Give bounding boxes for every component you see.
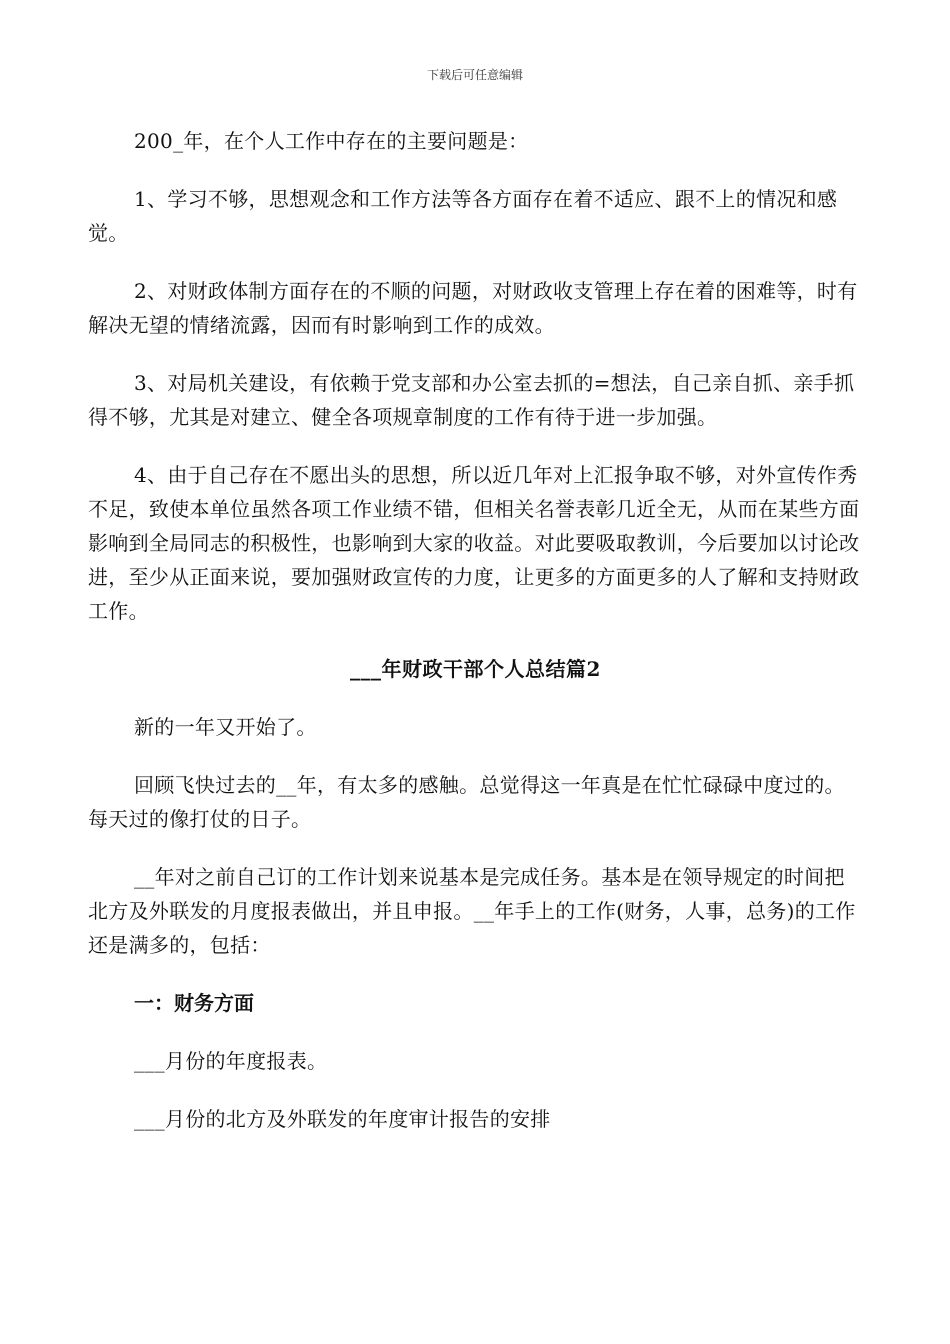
problem-paragraph-4: 4、由于自己存在不愿出头的思想，所以近几年对上汇报争取不够，对外宣传作秀不足，致使本单位虽然各项工作业绩不错，但相关名誉表彰几近全无，从而在某些方面影响到全局同志的积极性，也影响到大家的收益。对此要吸取教训，今后要加以讨论改进，至少从正面来说，要加强财政宣传的力度，让更多的方面更多的人了解和支持财政工作。: [88, 463, 860, 623]
section-paragraph-3: __年对之前自己订的工作计划来说基本是完成任务。基本是在领导规定的时间把北方及外联发的月度报表做出，并且申报。__年手上的工作(财务，人事，总务)的工作还是满多的，包括：: [88, 865, 856, 957]
header-note: 下载后可任意编辑: [426, 68, 523, 82]
problem-paragraph-3: 3、对局机关建设，有依赖于党支部和办公室去抓的=想法，自己亲自抓、亲手抓得不够，尤其是对建立、健全各项规章制度的工作有待于进一步加强。: [88, 371, 855, 429]
document-body: [88, 124, 863, 1160]
intro-paragraph: 200_年，在个人工作中存在的主要问题是：: [134, 129, 529, 153]
problem-paragraph-1: 1、学习不够，思想观念和工作方法等各方面存在着不适应、跟不上的情况和感觉。: [88, 187, 838, 245]
section-title: ___年财政干部个人总结篇2: [350, 657, 601, 681]
list-item: ___月份的北方及外联发的年度审计报告的安排: [134, 1107, 551, 1131]
sub-heading-finance: 一：财务方面: [134, 991, 254, 1015]
section-paragraph-2: 回顾飞快过去的__年，有太多的感触。总觉得这一年真是在忙忙碌碌中度过的。每天过的像打仗的日子。: [88, 773, 845, 831]
list-item: ___月份的年度报表。: [134, 1049, 328, 1073]
section-paragraph-1: 新的一年又开始了。: [134, 715, 317, 739]
problem-paragraph-2: 2、对财政体制方面存在的不顺的问题，对财政收支管理上存在着的困难等，时有解决无望的情绪流露，因而有时影响到工作的成效。: [88, 279, 858, 337]
